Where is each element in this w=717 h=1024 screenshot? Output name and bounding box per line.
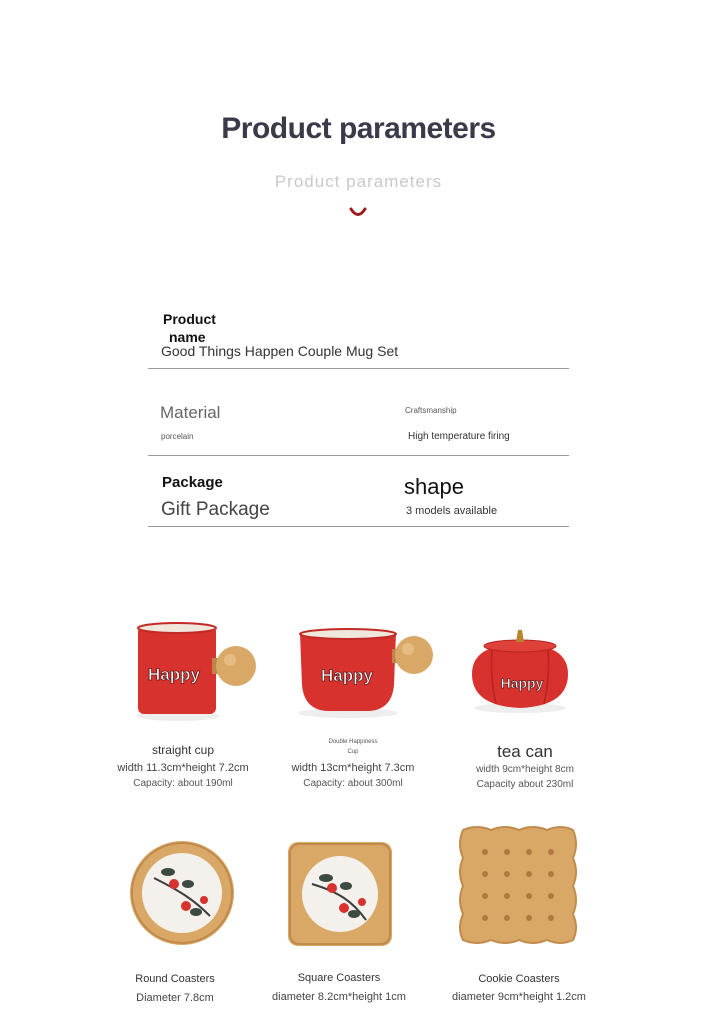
tea-can-name: tea can	[497, 742, 553, 761]
product-name-label-line2: name	[169, 329, 206, 345]
can-print-text: Happy	[500, 675, 544, 691]
package-label: Package	[162, 474, 223, 491]
straight-cup-capacity: Capacity: about 190ml	[133, 778, 233, 789]
round-coaster-image	[124, 838, 240, 948]
page-title: Product parameters	[221, 112, 496, 145]
material-label: Material	[160, 403, 221, 422]
straight-cup-image	[128, 618, 268, 722]
square-coaster-caption	[269, 972, 409, 1003]
craftsmanship-label: Craftsmanship	[405, 406, 457, 415]
cookie-coaster-image	[455, 822, 581, 948]
double-happiness-cup-caption	[283, 739, 423, 789]
craftsmanship-value: High temperature firing	[408, 431, 510, 442]
double-happiness-cup-name-line2: Cup	[347, 749, 359, 755]
tea-can-image	[462, 628, 578, 714]
straight-cup-caption	[113, 743, 253, 789]
double-happiness-cup-image	[290, 625, 440, 720]
square-coaster-image	[286, 840, 394, 948]
shape-label: shape	[404, 474, 464, 499]
cookie-coaster-dims: diameter 9cm*height 1.2cm	[452, 991, 586, 1003]
tea-can-capacity: Capacity about 230ml	[476, 779, 574, 790]
divider	[148, 368, 569, 369]
cookie-coaster-name: Cookie Coasters	[478, 973, 560, 985]
round-coaster-caption	[105, 973, 245, 1004]
shape-value: 3 models available	[406, 505, 498, 517]
double-happiness-cup-dims: width 13cm*height 7.3cm	[291, 762, 415, 774]
cup-print-text: Happy	[321, 666, 373, 685]
double-happiness-cup-capacity: Capacity: about 300ml	[303, 778, 403, 789]
square-coaster-dims: diameter 8.2cm*height 1cm	[272, 991, 406, 1003]
square-coaster-name: Square Coasters	[297, 972, 381, 984]
page-subtitle: Product parameters	[274, 172, 443, 191]
package-value: Gift Package	[161, 499, 270, 520]
double-happiness-cup-name-line1: Double Happiness	[328, 739, 378, 745]
cookie-coaster-caption	[449, 973, 589, 1003]
tea-can-dims: width 9cm*height 8cm	[476, 764, 574, 775]
material-value: porcelain	[161, 432, 194, 441]
product-name-label-line1: Product	[163, 311, 216, 327]
divider	[148, 455, 569, 456]
product-name-value: Good Things Happen Couple Mug Set	[161, 343, 399, 359]
straight-cup-dims: width 11.3cm*height 7.2cm	[117, 762, 249, 774]
cup-print-text: Happy	[148, 665, 200, 684]
round-coaster-dims: Diameter 7.8cm	[136, 992, 214, 1004]
tea-can-caption	[455, 742, 595, 790]
smile-decoration-icon	[346, 206, 370, 220]
straight-cup-name: straight cup	[151, 743, 215, 757]
divider	[148, 526, 569, 527]
round-coaster-name: Round Coasters	[135, 973, 215, 985]
